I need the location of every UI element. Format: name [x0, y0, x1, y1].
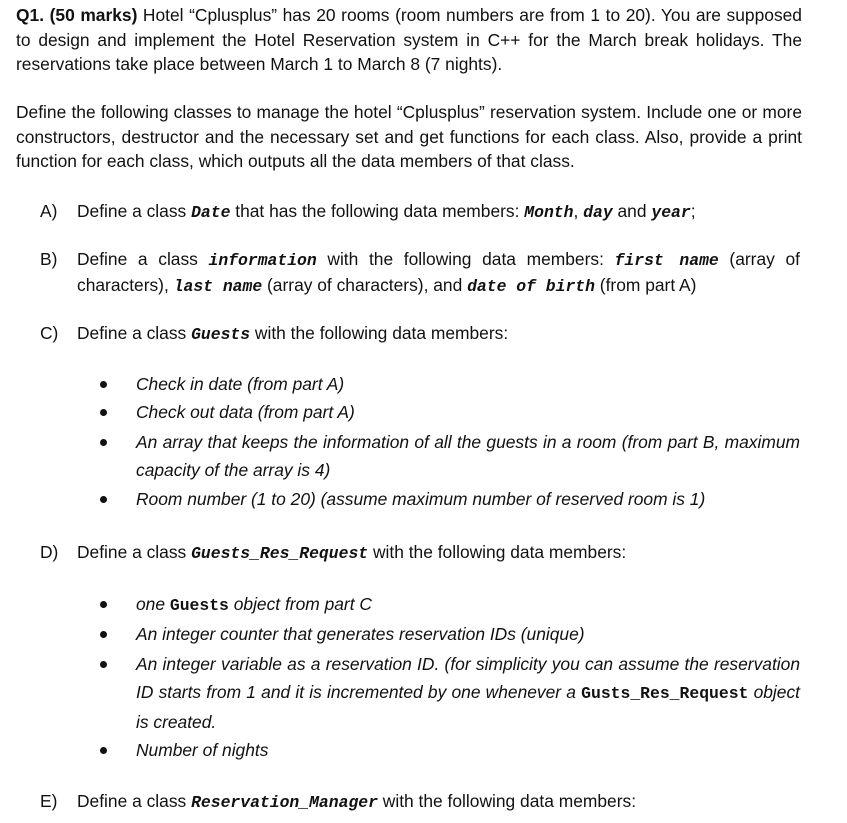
code-term: date of birth [467, 277, 595, 296]
bullet-icon [100, 747, 107, 754]
bullet-icon [100, 496, 107, 503]
code-term: Guests [169, 596, 229, 615]
question-instructions: Define the following classes to manage the hotel “Cplusplus” reservation system. Include one or more constructors, destructor and the necessary set and get functions for each class. Also, provide a print function for each class, which outputs all the data members of that class. [16, 102, 802, 171]
section-c [40, 321, 800, 347]
section-e [40, 789, 800, 815]
bullet-icon [100, 409, 107, 416]
section-d [40, 540, 800, 566]
list-item: one Guests object from part C [118, 590, 800, 620]
section-d-bullets [118, 590, 800, 764]
list-item: An integer variable as a reservation ID. (for simplicity you can assume the reservation ID starts from 1 and it is incremented by one whenever a Gusts_Res_Request object is created. [118, 650, 800, 736]
code-term: first name [614, 251, 719, 270]
list-item: Room number (1 to 20) (assume maximum number of reserved room is 1) [118, 485, 800, 513]
list-item: Check in date (from part A) [118, 370, 800, 398]
bullet-icon [100, 661, 107, 668]
list-item: An array that keeps the information of all the guests in a room (from part B, maximum capacity of the array is 4) [118, 428, 800, 484]
list-item: An integer counter that generates reservation IDs (unique) [118, 620, 800, 648]
code-term: information [208, 251, 317, 270]
section-e-letter: E) [40, 791, 58, 811]
section-a-letter: A) [40, 201, 58, 221]
code-term: last name [173, 277, 263, 296]
section-d-letter: D) [40, 542, 59, 562]
bullet-icon [100, 439, 107, 446]
section-a [40, 199, 800, 225]
section-b [40, 247, 800, 299]
code-term: Reservation_Manager [191, 793, 378, 812]
section-b-text: Define a class information with the following data members: first name (array of characters), last name (array of characters), and date of birth (from part A) [77, 249, 800, 296]
bullet-icon [100, 601, 107, 608]
section-a-text: Define a class Date that has the following data members: Month, day and year; [77, 201, 696, 222]
list-item: Check out data (from part A) [118, 398, 800, 426]
code-term: Guests [191, 325, 251, 344]
section-c-letter: C) [40, 323, 59, 343]
code-term: Gusts_Res_Request [581, 684, 749, 703]
section-c-text: Define a class Guests with the following data members: [77, 323, 509, 344]
question-label: Q1. (50 marks) [16, 5, 138, 25]
bullet-icon [100, 631, 107, 638]
code-term: day [583, 203, 613, 222]
code-term: year [651, 203, 691, 222]
list-item: Number of nights [118, 736, 800, 764]
bullet-icon [100, 381, 107, 388]
section-e-text: Define a class Reservation_Manager with the following data members: [77, 791, 637, 812]
section-c-bullets [118, 370, 800, 513]
question-intro: Q1. (50 marks) Hotel “Cplusplus” has 20 rooms (room numbers are from 1 to 20). You are supposed to design and implement the Hotel Reservation system in C++ for the March break holidays. The reservations take place between March 1 to March 8 (7 nights). [16, 5, 802, 74]
section-d-text: Define a class Guests_Res_Request with the following data members: [77, 542, 627, 563]
code-term: Date [191, 203, 231, 222]
section-b-letter: B) [40, 249, 58, 269]
code-term: Month [524, 203, 574, 222]
code-term: Guests_Res_Request [191, 544, 369, 563]
